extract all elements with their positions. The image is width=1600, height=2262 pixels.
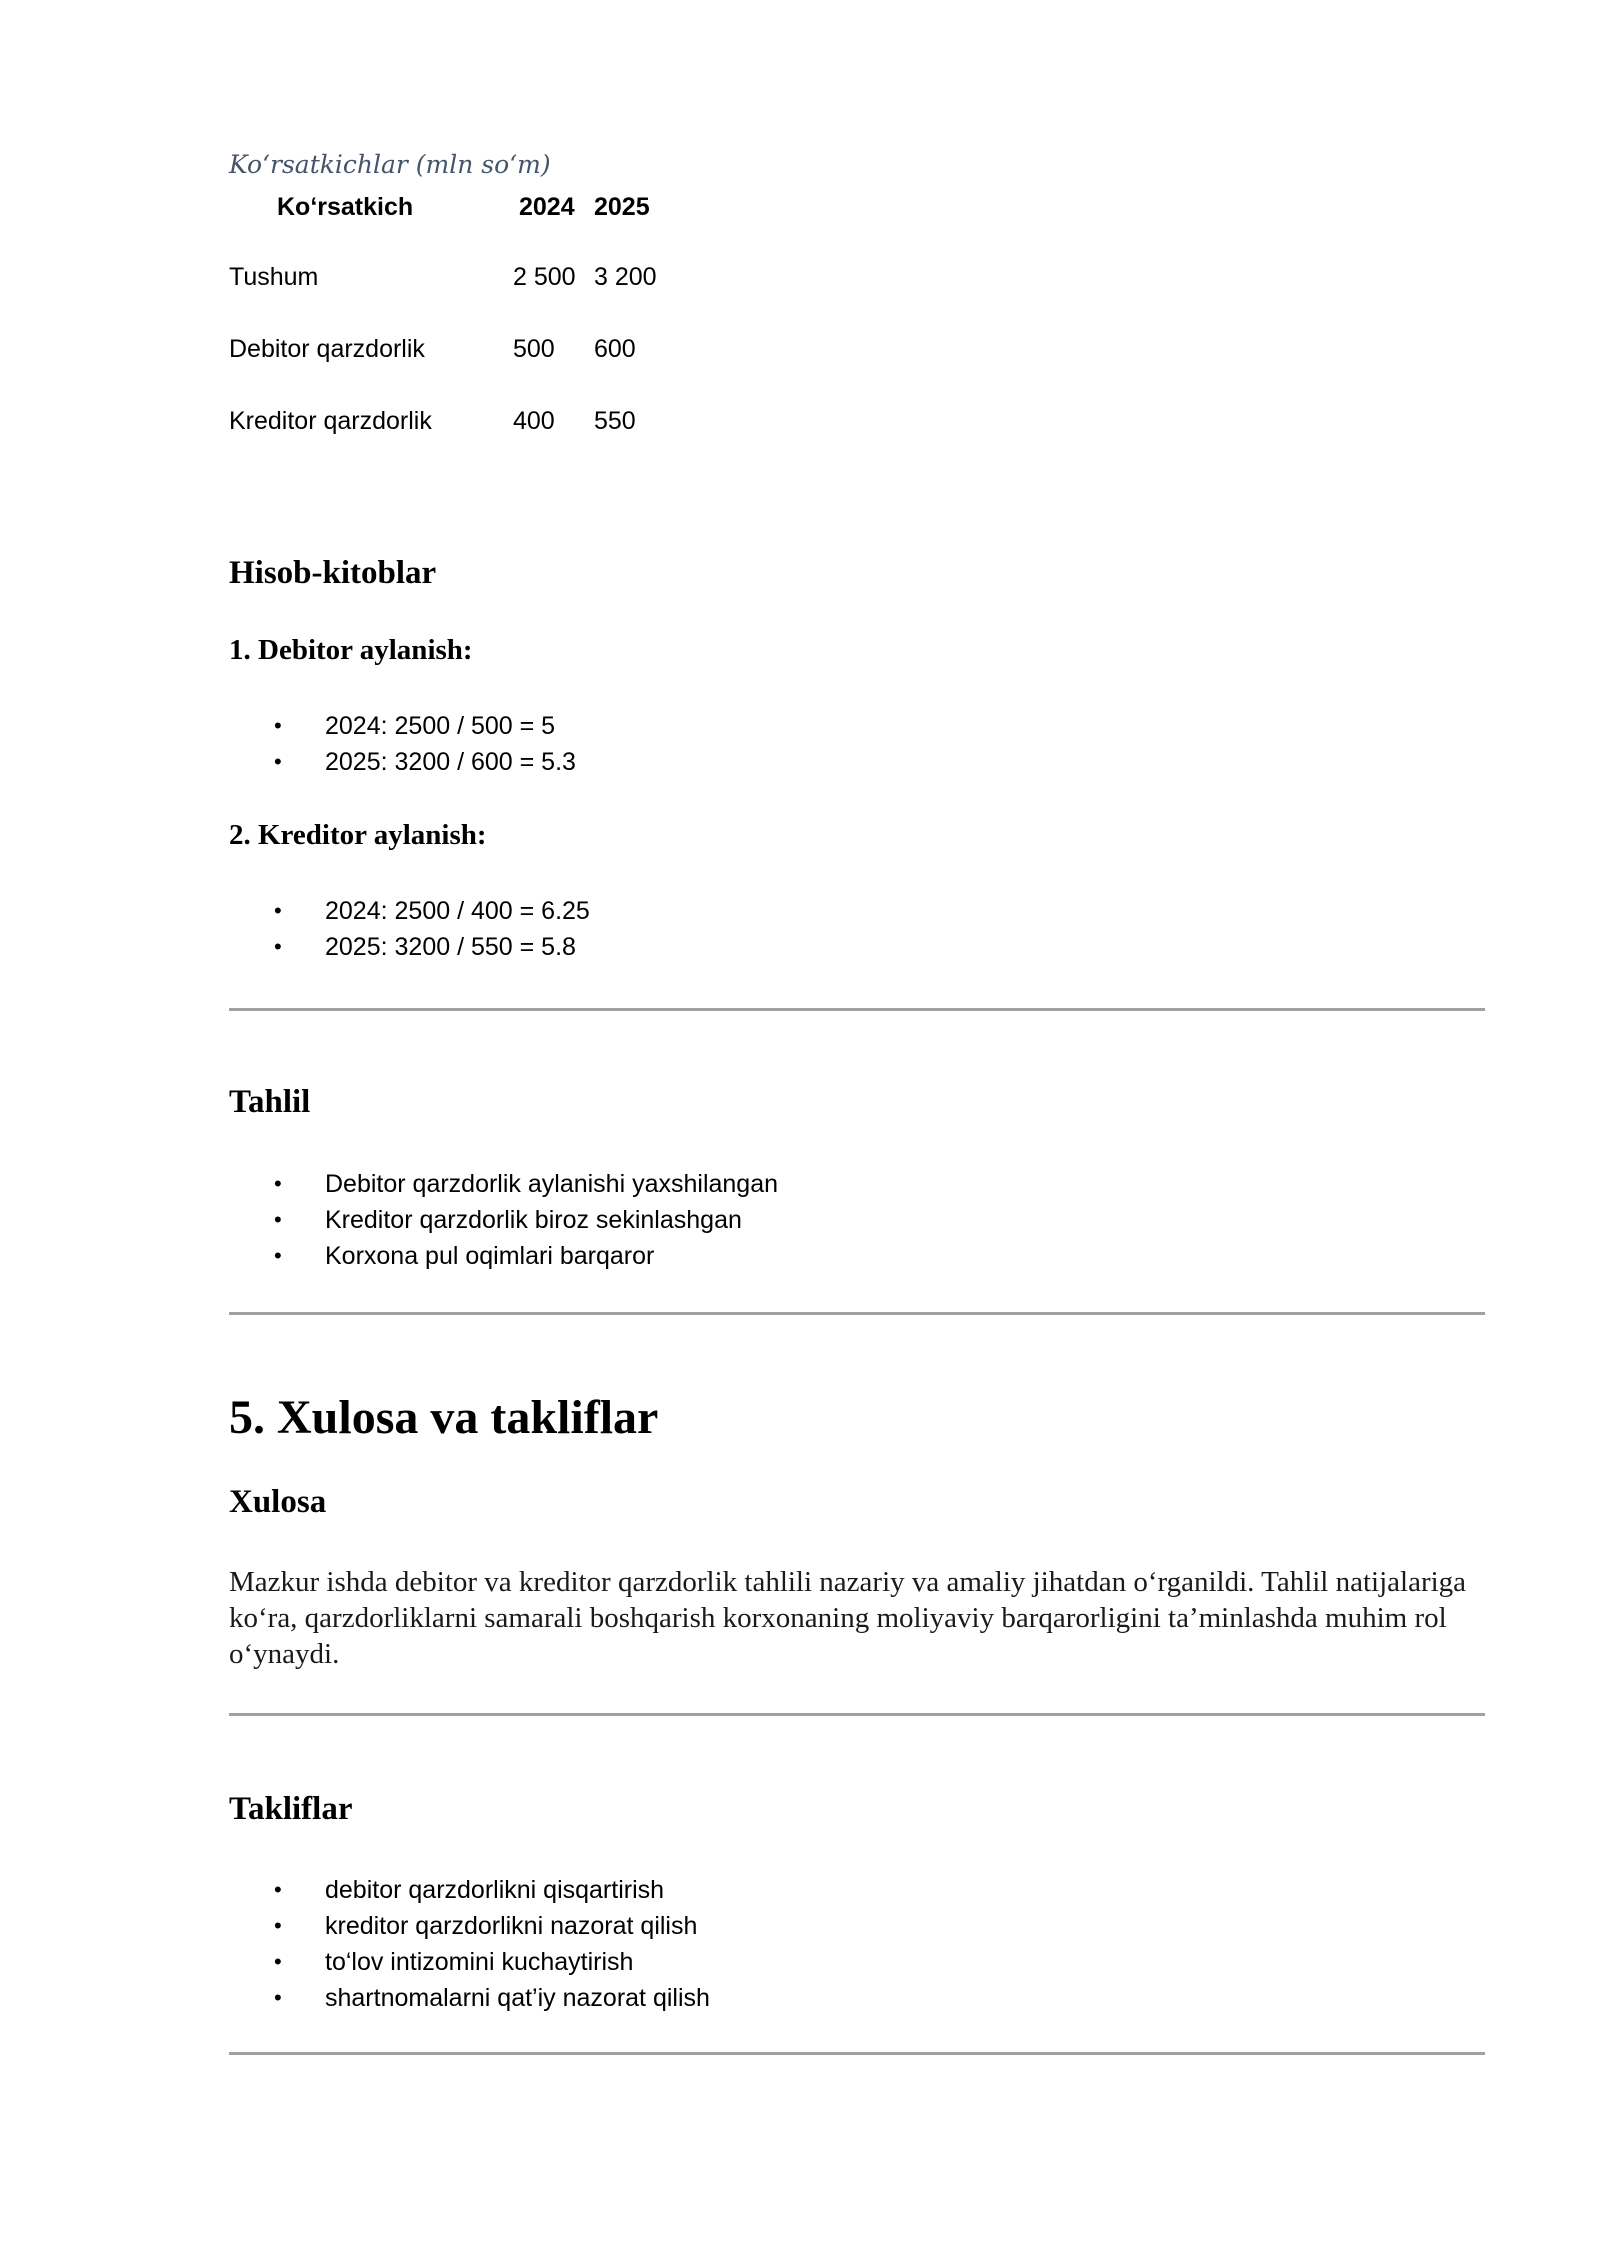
bullet-icon: • xyxy=(274,1877,282,1902)
table-row xyxy=(229,313,664,385)
bullet-icon: • xyxy=(274,1985,282,2010)
table-cell: 500 xyxy=(513,334,555,363)
table-row xyxy=(229,385,664,457)
conclusion-heading: Xulosa xyxy=(229,1484,327,1520)
analysis-heading: Tahlil xyxy=(229,1084,311,1120)
table-header-2024: 2024 xyxy=(519,193,575,221)
list-item xyxy=(229,1980,710,2016)
table-cell: Kreditor qarzdorlik xyxy=(229,406,432,435)
list-item xyxy=(229,1908,710,1944)
table-header-indicator: Ko‘rsatkich xyxy=(277,193,414,221)
bullet-icon: • xyxy=(274,713,282,738)
proposals-heading: Takliflar xyxy=(229,1791,353,1827)
list-item xyxy=(229,1166,778,1202)
horizontal-rule xyxy=(229,2052,1485,2055)
list-item-text: debitor qarzdorlikni qisqartirish xyxy=(325,1876,665,1904)
list-item-text: 2025: 3200 / 600 = 5.3 xyxy=(325,748,576,776)
conclusion-paragraph: Mazkur ishda debitor va kreditor qarzdorlik tahlili nazariy va amaliy jihatdan o‘rganildi. Tahlil natijalariga ko‘ra, qarzdorliklarni samarali boshqarish korxonaning moliyaviy barqarorligini ta’minlashda muhim rol o‘ynaydi. xyxy=(229,1566,1467,1670)
list-item-text: kreditor qarzdorlikni nazorat qilish xyxy=(325,1912,698,1940)
list-item-text: Debitor qarzdorlik aylanishi yaxshilangan xyxy=(325,1170,779,1198)
list-item xyxy=(229,929,590,965)
list-item-text: Korxona pul oqimlari barqaror xyxy=(325,1242,655,1270)
bullet-icon: • xyxy=(274,1243,282,1268)
bullet-icon: • xyxy=(274,749,282,774)
table-header-row xyxy=(229,188,664,241)
list-item-text: 2024: 2500 / 400 = 6.25 xyxy=(325,897,590,925)
analysis-list xyxy=(229,1166,778,1274)
table-caption: Ko‘rsatkichlar (mln so‘m) xyxy=(229,150,551,179)
list-item-text: 2024: 2500 / 500 = 5 xyxy=(325,712,556,740)
list-item xyxy=(229,1238,778,1274)
calculations-heading: Hisob-kitoblar xyxy=(229,555,437,591)
indicators-table xyxy=(229,188,664,457)
table-cell: 3 200 xyxy=(594,262,657,291)
table-header-2025: 2025 xyxy=(594,193,650,221)
table-cell: 2 500 xyxy=(513,262,576,291)
section-title: 5. Xulosa va takliflar xyxy=(229,1391,659,1444)
list-item xyxy=(229,708,576,744)
debitor-turnover-heading: 1. Debitor aylanish: xyxy=(229,634,473,666)
bullet-icon: • xyxy=(274,1171,282,1196)
table-cell: 400 xyxy=(513,406,555,435)
bullet-icon: • xyxy=(274,898,282,923)
kreditor-turnover-list xyxy=(229,893,590,965)
table-cell: 600 xyxy=(594,334,636,363)
list-item xyxy=(229,744,576,780)
debitor-turnover-list xyxy=(229,708,576,780)
table-cell: Tushum xyxy=(229,262,319,291)
list-item xyxy=(229,1944,710,1980)
bullet-icon: • xyxy=(274,1207,282,1232)
table-cell: 550 xyxy=(594,406,636,435)
kreditor-turnover-heading: 2. Kreditor aylanish: xyxy=(229,819,487,851)
horizontal-rule xyxy=(229,1312,1485,1315)
list-item-text: Kreditor qarzdorlik biroz sekinlashgan xyxy=(325,1206,742,1234)
list-item xyxy=(229,1202,778,1238)
proposals-list xyxy=(229,1872,710,2016)
table-cell: Debitor qarzdorlik xyxy=(229,334,425,363)
bullet-icon: • xyxy=(274,1913,282,1938)
list-item xyxy=(229,893,590,929)
bullet-icon: • xyxy=(274,1949,282,1974)
list-item xyxy=(229,1872,710,1908)
list-item-text: 2025: 3200 / 550 = 5.8 xyxy=(325,933,576,961)
horizontal-rule xyxy=(229,1713,1485,1716)
list-item-text: to‘lov intizomini kuchaytirish xyxy=(325,1948,634,1976)
list-item-text: shartnomalarni qat’iy nazorat qilish xyxy=(325,1984,710,2012)
table-row xyxy=(229,241,664,313)
bullet-icon: • xyxy=(274,934,282,959)
horizontal-rule xyxy=(229,1008,1485,1011)
